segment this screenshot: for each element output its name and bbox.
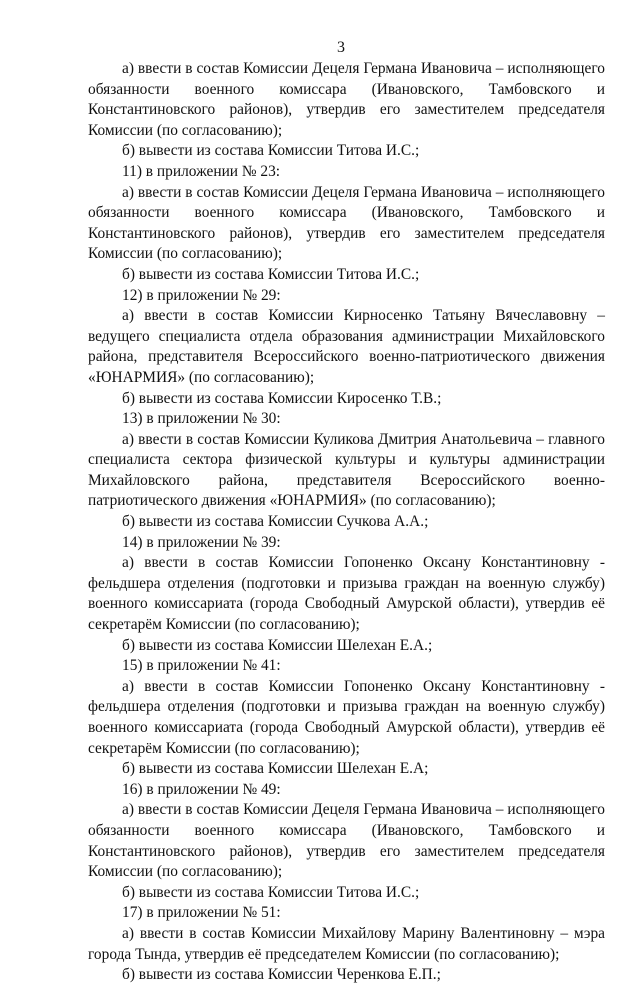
paragraph-item-b: б) вывести из состава Комиссии Черенкова Е.П.; [122,966,441,984]
paragraph-item-a: а) ввести в состав Комиссии Децеля Германа Ивановича – исполняющего обязанности военного комиссара (Ивановского, Тамбовского и Константиновского районов), утвердив его заместителем председателя Комиссии (по согласованию); [88,183,605,263]
paragraph-item-a: а) ввести в состав Комиссии Гопоненко Оксану Константиновну - фельдшера отделения (подготовки и призыва граждан на военную службу) военного комиссариата (города Свободный Амурской области), утвердив её секретарём Комиссии (по согласованию); [88,677,605,757]
paragraph-item-b: б) вывести из состава Комиссии Шелехан Е.А; [122,760,429,778]
paragraph-item-a: а) ввести в состав Комиссии Михайлову Марину Валентиновну – мэра города Тында, утвердив её председателем Комиссии (по согласованию); [88,924,605,963]
paragraph-appendix-23: 11) в приложении № 23: [122,162,281,180]
paragraph-item-a: а) ввести в состав Комиссии Децеля Германа Ивановича – исполняющего обязанности военного комиссара (Ивановского, Тамбовского и Константиновского районов), утвердив его заместителем председателя Комиссии (по согласованию); [88,801,605,881]
paragraph-item-b: б) вывести из состава Комиссии Титова И.С.; [122,142,420,160]
paragraph-appendix-49: 16) в приложении № 49: [122,780,281,798]
paragraph-item-b: б) вывести из состава Комиссии Титова И.С.; [122,883,420,901]
paragraph-item-a: а) ввести в состав Комиссии Гопоненко Оксану Константиновну - фельдшера отделения (подготовки и призыва граждан на военную службу) военного комиссариата (города Свободный Амурской области), утвердив её секретарём Комиссии (по согласованию); [88,554,605,634]
document-body [88,59,605,986]
paragraph-item-b: б) вывести из состава Комиссии Сучкова А.А.; [122,513,429,531]
paragraph-appendix-39: 14) в приложении № 39: [122,533,281,551]
paragraph-appendix-51: 17) в приложении № 51: [122,904,281,922]
paragraph-item-a: а) ввести в состав Комиссии Куликова Дмитрия Анатольевича – главного специалиста сектора физической культуры и культуры администрации Михайловского района, представителя Всероссийского военно-патриотического движения «ЮНАРМИЯ» (по согласованию); [88,430,605,510]
paragraph-appendix-41: 15) в приложении № 41: [122,657,281,675]
page-number: 3 [337,39,345,56]
paragraph-appendix-30: 13) в приложении № 30: [122,410,281,428]
paragraph-item-b: б) вывести из состава Комиссии Титова И.С.; [122,265,420,283]
paragraph-item-a: а) ввести в состав Комиссии Децеля Германа Ивановича – исполняющего обязанности военного комиссара (Ивановского, Тамбовского и Константиновского районов), утвердив его заместителем председателя Комиссии (по согласованию); [88,60,605,139]
paragraph-appendix-29: 12) в приложении № 29: [122,286,281,304]
paragraph-item-b: б) вывести из состава Комиссии Шелехан Е.А.; [122,636,433,654]
paragraph-item-b: б) вывести из состава Комиссии Киросенко Т.В.; [122,389,442,407]
paragraph-item-a: а) ввести в состав Комиссии Кирносенко Татьяну Вячеславовну – ведущего специалиста отдела образования администрации Михайловского района, представителя Всероссийского военно-патриотического движения «ЮНАРМИЯ» (по согласованию); [88,307,605,386]
